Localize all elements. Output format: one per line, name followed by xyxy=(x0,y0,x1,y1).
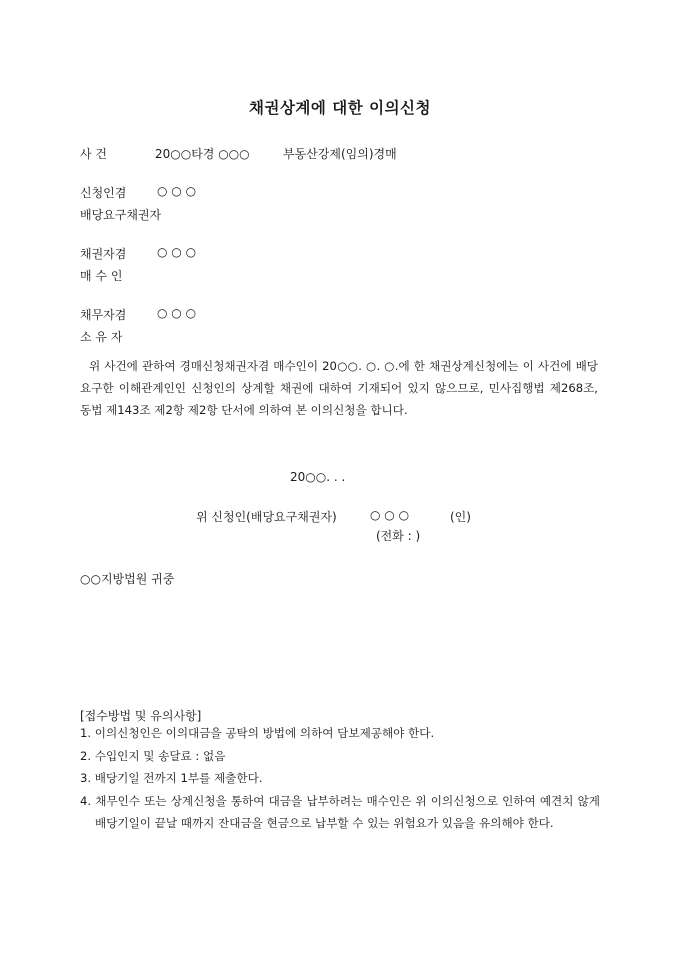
applicant-role: 배당요구채권자 xyxy=(80,208,162,222)
creditor-role: 매 수 인 xyxy=(80,269,123,283)
debtor-role: 소 유 자 xyxy=(80,330,123,344)
note-item: 1. 이의신청인은 이의대금을 공탁의 방법에 의하여 담보제공해야 한다. xyxy=(80,726,435,740)
note-item: 3. 배당기일 전까지 1부를 제출한다. xyxy=(80,771,263,785)
filing-date: 20○○. . . xyxy=(290,470,346,484)
debtor-name: ○ ○ ○ xyxy=(157,306,197,320)
document-title: 채권상계에 대한 이의신청 xyxy=(249,99,431,117)
case-type: 부동산강제(임의)경매 xyxy=(283,147,397,161)
case-label: 사 건 xyxy=(80,147,107,161)
notes-list xyxy=(80,722,600,835)
court-addressee: ○○지방법원 귀중 xyxy=(80,572,175,586)
signature-label: 위 신청인(배당요구채권자) xyxy=(196,510,337,524)
creditor-label: 채권자겸 xyxy=(80,247,127,261)
debtor-label: 채무자겸 xyxy=(80,308,127,322)
case-number: 20○○타경 ○○○ xyxy=(155,147,250,161)
signature-name: ○ ○ ○ xyxy=(370,508,410,522)
applicant-label: 신청인겸 xyxy=(80,186,127,200)
creditor-name: ○ ○ ○ xyxy=(157,245,197,259)
note-item: 4. 채무인수 또는 상계신청을 통하여 대금을 납부하려는 매수인은 위 이의신청으로 인하여 예견치 않게 배당기일이 끝날 때까지 잔대금을 현금으로 납부할 수 있는 위험요가 있음을 유의해야 한다. xyxy=(80,793,600,830)
note-item: 2. 수입인지 및 송달료 : 없음 xyxy=(80,748,226,763)
applicant-name: ○ ○ ○ xyxy=(157,184,197,198)
seal-mark: (인) xyxy=(450,510,471,524)
notes-heading: [접수방법 및 유의사항] xyxy=(80,709,202,723)
phone-line: (전화 : ) xyxy=(376,529,421,543)
body-paragraph: 위 사건에 관하여 경매신청채권자겸 매수인이 20○○. ○. ○.에 한 채권상계신청에는 이 사건에 배당요구한 이해관계인인 신청인의 상계할 채권에 대하여 기재되어 있지 않으므로, 민사집행법 제268조, 동법 제143조 제2항 제2항 단서에 의하여 본 이의신청을 합니다. xyxy=(80,359,599,417)
